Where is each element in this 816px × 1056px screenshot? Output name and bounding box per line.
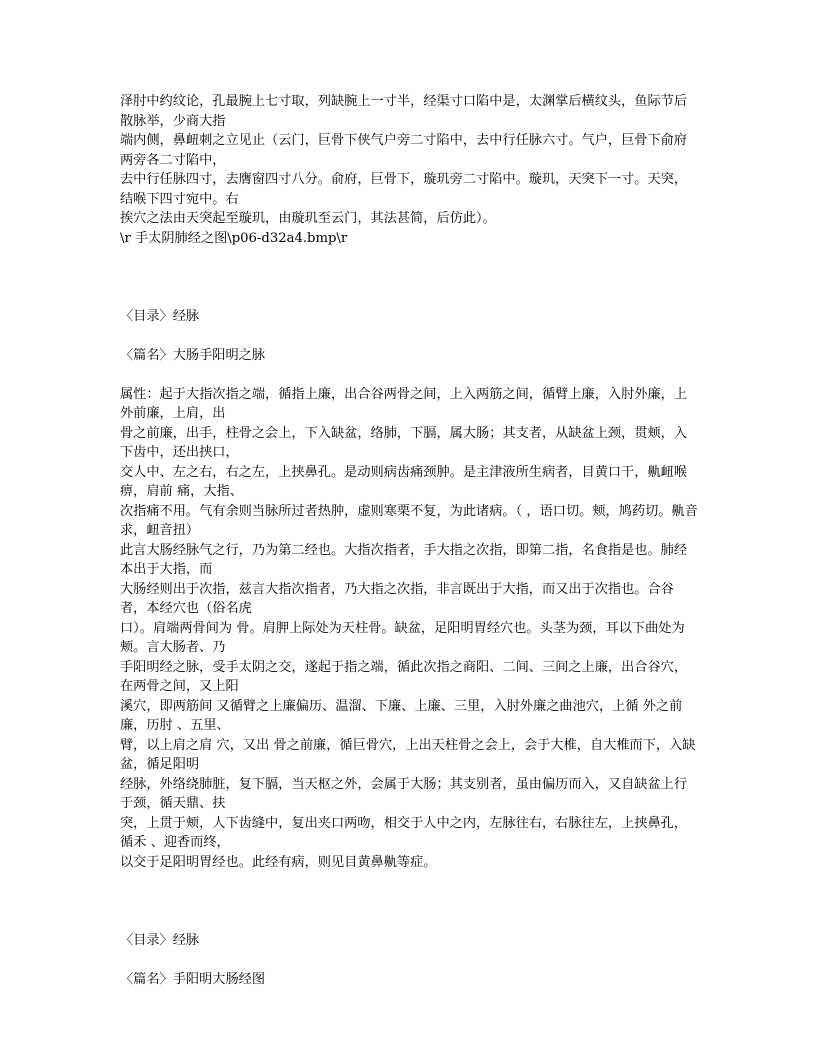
spacer — [120, 365, 700, 385]
document-page — [120, 92, 700, 989]
paragraph-line: 大肠经则出于次指，兹言大指次指者，乃大指之次指，非言既出于大指，而又出于次指也。合谷者，本经穴也（俗名虎 — [120, 581, 674, 616]
paragraph-line: 臂，以上肩之肩 穴，又出 骨之前廉，循巨骨穴，上出天柱骨之会上，会于大椎，自大椎而下，入缺盆，循足阳明 — [120, 737, 696, 772]
paragraph-line: 突，上贯于颊，人下齿缝中，复出夹口两吻，相交于人中之内，左脉往右，右脉往左，上挟鼻孔，循禾 、迎香而终， — [120, 815, 688, 850]
text-block-1 — [120, 92, 700, 248]
paragraph-line: 此言大肠经脉气之行，乃为第二经也。大指次指者，手大指之次指，即第二指，名食指是也。肺经本出于大指，而 — [120, 542, 688, 577]
spacer — [120, 326, 700, 346]
spacer — [120, 287, 700, 307]
paragraph-line: 骨之前廉，出手，柱骨之会上，下入缺盆，络肺，下膈，属大肠；其支者，从缺盆上颈，贯颊，入下齿中，还出挟口， — [120, 425, 688, 460]
paragraph-line: 泽肘中约纹论，孔最腕上七寸取，列缺腕上一寸半，经渠寸口陷中是，太渊掌后横纹头，鱼际节后散脉举，少商大指 — [120, 94, 688, 129]
catalog-heading: 〈目录〉经脉 — [120, 308, 200, 324]
paragraph-line: 手阳明经之脉，受手太阴之交，遂起于指之端，循此次指之商阳、二间、三间之上廉，出合谷穴，在两骨之间，又上阳 — [120, 659, 688, 694]
paragraph-line: 溪穴，即两筋间 又循臂之上廉偏历、温溜、下廉、上廉、三里，入肘外廉之曲池穴，上循 外之前廉，历肘 、五里、 — [120, 698, 683, 733]
spacer — [120, 950, 700, 970]
spacer — [120, 248, 700, 287]
paragraph-line: 交人中、左之右，右之左，上挟鼻孔。是动则病齿痛颈肿。是主津液所生病者，目黄口干，鼽衄喉痹，肩前 痛，大指、 — [120, 464, 688, 499]
spacer — [120, 872, 700, 911]
spacer — [120, 911, 700, 931]
paragraph-line: 挨穴之法由天突起至璇玑，由璇玑至云门，其法甚简，后仿此）。 — [120, 211, 496, 226]
paragraph-line: 口）。肩端两骨间为 骨。肩胛上际处为天柱骨。缺盆，足阳明胃经穴也。头茎为颈，耳以下曲处为颊。言大肠者、乃 — [120, 620, 685, 655]
text-block-2 — [120, 385, 700, 873]
image-reference: \r 手太阴肺经之图\p06-d32a4.bmp\r — [120, 230, 348, 246]
paragraph-line: 属性：起于大指次指之端，循指上廉，出合谷两骨之间，上入两筋之间，循臂上廉，入肘外廉，上 外前廉，上肩，出 — [120, 386, 692, 421]
paragraph-line: 端内侧，鼻衄刺之立见止（云门，巨骨下侠气户旁二寸陷中，去中行任脉六寸。气户，巨骨下俞府两旁各二寸陷中， — [120, 133, 688, 168]
catalog-heading: 〈目录〉经脉 — [120, 932, 200, 948]
chapter-title: 〈篇名〉手阳明大肠经图 — [120, 971, 266, 987]
chapter-title: 〈篇名〉大肠手阳明之脉 — [120, 347, 266, 363]
paragraph-line: 次指痛不用。气有余则当脉所过者热肿，虚则寒栗不复，为此诸病。（ ，语口切。颊，鸠药切。鼽音求，衄音扭） — [120, 503, 698, 538]
paragraph-line: 去中行任脉四寸，去膺窗四寸八分。俞府，巨骨下，璇玑旁二寸陷中。璇玑，天突下一寸。天突，结喉下四寸宛中。右 — [120, 172, 688, 207]
paragraph-line: 经脉，外络绕肺脏，复下膈，当天枢之外，会属于大肠；其支别者，虽由偏历而入，又自缺盆上行于颈，循天鼎、扶 — [120, 776, 688, 811]
paragraph-line: 以交于足阳明胃经也。此经有病，则见目黄鼻鼽等症。 — [120, 854, 437, 870]
